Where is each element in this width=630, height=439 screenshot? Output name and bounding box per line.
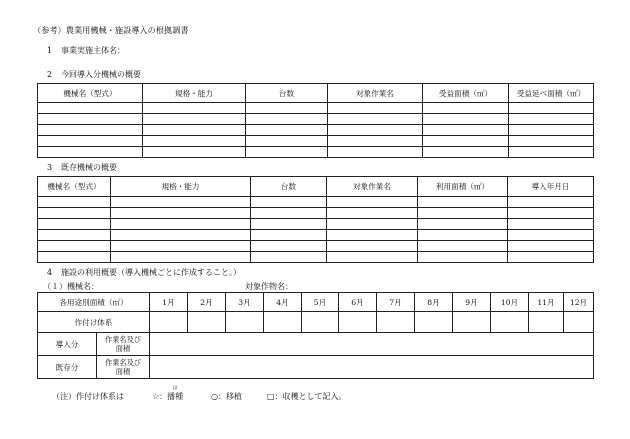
table-cell[interactable] [508,252,594,263]
table-cell[interactable] [508,219,594,230]
table-cell[interactable] [251,241,327,252]
document-title: （参考）農業用機械・施設導入の根拠調書 [33,25,189,35]
table-cell[interactable] [38,208,111,219]
month-header: 2月 [188,293,226,312]
month-cell[interactable] [564,312,594,333]
table-cell[interactable] [423,114,509,125]
table-cell[interactable] [246,147,328,158]
month-cell[interactable] [339,312,377,333]
table-row [38,241,594,252]
table-body [38,103,594,158]
table-cell[interactable] [251,252,327,263]
table-cell[interactable] [418,230,508,241]
month-cell[interactable] [188,312,226,333]
month-header: 1月 [150,293,188,312]
table-cell[interactable] [246,103,328,114]
month-cell[interactable] [415,312,453,333]
work-area-label-line1: 作業名及び [105,358,141,367]
table-cell[interactable] [111,241,251,252]
machine-name-label: （１）機械名： [43,282,99,291]
table-cell[interactable] [111,208,251,219]
table-cell[interactable] [38,219,111,230]
section2-title: 今回導入分機械の概要 [61,70,141,79]
table-row [38,230,594,241]
section4-title: 施設の利用概要（導入機械ごとに作成すること。） [61,268,241,277]
table-cell[interactable] [328,136,423,147]
table-cell[interactable] [423,125,509,136]
month-cell[interactable] [150,312,188,333]
table-cell[interactable] [423,103,509,114]
table-row [38,197,594,208]
col-header: 利用面積（㎡） [418,177,508,197]
table-cell[interactable] [246,114,328,125]
section1-label: 事業実施主体名： [61,46,125,55]
table-cell[interactable] [38,114,143,125]
table-cell[interactable] [509,125,594,136]
existing-input[interactable] [150,356,594,379]
table-cell[interactable] [246,136,328,147]
work-area-label [97,356,150,379]
section3-title: 既存機械の概要 [61,163,117,172]
note-circle: ○：移植 [211,392,242,401]
col-header: 機械名（型式） [38,177,111,197]
table-cell[interactable] [327,230,418,241]
table-cell[interactable] [327,208,418,219]
target-crop-label: 対象作物名： [245,282,293,291]
facility-usage-table [37,292,594,379]
table-cell[interactable] [509,103,594,114]
table-cell[interactable] [143,103,246,114]
col-header: 台数 [251,177,327,197]
month-header: 7月 [377,293,415,312]
table-cell[interactable] [251,208,327,219]
table-cell[interactable] [38,147,143,158]
area-by-use-label: 各用途別面積（㎡） [38,293,150,312]
table-cell[interactable] [508,241,594,252]
table-cell[interactable] [111,252,251,263]
introduced-label: 導入分 [38,333,97,356]
table-cell[interactable] [327,219,418,230]
table-cell[interactable] [509,114,594,125]
month-header: 3月 [226,293,264,312]
month-header: 8月 [415,293,453,312]
month-cell[interactable] [453,312,491,333]
table-cell[interactable] [509,136,594,147]
table-cell[interactable] [508,208,594,219]
col-header: 規格・能力 [143,84,246,103]
note-prefix: （注）作付け体系は [52,392,124,401]
note-star [152,386,184,401]
col-header: 受益延べ面積（㎡） [509,84,594,103]
table-cell[interactable] [328,103,423,114]
month-cell[interactable] [377,312,415,333]
existing-label: 既存分 [38,356,97,379]
table-row [38,103,594,114]
table-cell[interactable] [327,252,418,263]
table-cell[interactable] [508,197,594,208]
table-cell[interactable] [418,219,508,230]
table-body [38,197,594,263]
table-cell[interactable] [418,252,508,263]
sowing-text [167,386,184,401]
table-cell[interactable] [143,125,246,136]
table-row [38,114,594,125]
col-header: 機械名（型式） [38,84,143,103]
table-cell[interactable] [418,208,508,219]
table-cell[interactable] [251,197,327,208]
section2-number: 2 [47,70,53,79]
col-header: 受益面積（㎡） [423,84,509,103]
star-symbol: ☆： [152,392,168,401]
table-cell[interactable] [38,125,143,136]
table-cell[interactable] [111,219,251,230]
table-cell[interactable] [418,197,508,208]
col-header: 導入年月日 [508,177,594,197]
table-row [38,208,594,219]
section1-number: 1 [47,46,53,55]
table-row [38,252,594,263]
work-area-label-line2: 面積 [115,367,131,376]
month-header: 10月 [491,293,529,312]
work-area-label [97,333,150,356]
new-machinery-table [37,83,594,158]
table-cell[interactable] [246,125,328,136]
table-cell[interactable] [251,219,327,230]
table-cell[interactable] [251,230,327,241]
table-cell[interactable] [423,147,509,158]
month-header: 9月 [453,293,491,312]
table-cell[interactable] [38,230,111,241]
section3-number: 3 [47,163,53,172]
work-area-label-line2: 面積 [115,344,131,353]
existing-machinery-table [37,176,594,263]
work-area-label-line1: 作業名及び [105,335,141,344]
table-row [38,219,594,230]
table-cell[interactable] [38,252,111,263]
table-cell[interactable] [38,136,143,147]
month-cell[interactable] [226,312,264,333]
month-cell[interactable] [529,312,564,333]
table-cell[interactable] [143,147,246,158]
section4-number: 4 [47,268,53,277]
table-cell[interactable] [423,136,509,147]
col-header: 規格・能力 [111,177,251,197]
col-header: 対象作業名 [328,84,423,103]
month-header: 4月 [264,293,302,312]
table-cell[interactable] [327,241,418,252]
month-header: 6月 [339,293,377,312]
table-cell[interactable] [328,147,423,158]
table-row [38,147,594,158]
col-header: 台数 [246,84,328,103]
month-cell[interactable] [302,312,339,333]
table-cell[interactable] [328,114,423,125]
table-cell[interactable] [509,147,594,158]
table-cell[interactable] [38,197,111,208]
sowing-label: 播種 [167,392,184,401]
introduced-input[interactable] [150,333,594,356]
month-cell[interactable] [491,312,529,333]
month-header: 11月 [529,293,564,312]
table-row [38,125,594,136]
table-cell[interactable] [143,114,246,125]
table-cell[interactable] [38,103,143,114]
cropping-system-label: 作付け体系 [38,312,150,333]
table-cell[interactable] [111,230,251,241]
sowing-ruby: は [172,386,178,391]
table-cell[interactable] [38,241,111,252]
month-header: 5月 [302,293,339,312]
table-cell[interactable] [327,197,418,208]
table-cell[interactable] [143,136,246,147]
table-row [38,136,594,147]
note-square: □：収穫として記入。 [267,392,347,401]
table-cell[interactable] [328,125,423,136]
month-header: 12月 [564,293,594,312]
col-header: 対象作業名 [327,177,418,197]
table-cell[interactable] [508,230,594,241]
table-cell[interactable] [418,241,508,252]
month-cell[interactable] [264,312,302,333]
table-cell[interactable] [111,197,251,208]
